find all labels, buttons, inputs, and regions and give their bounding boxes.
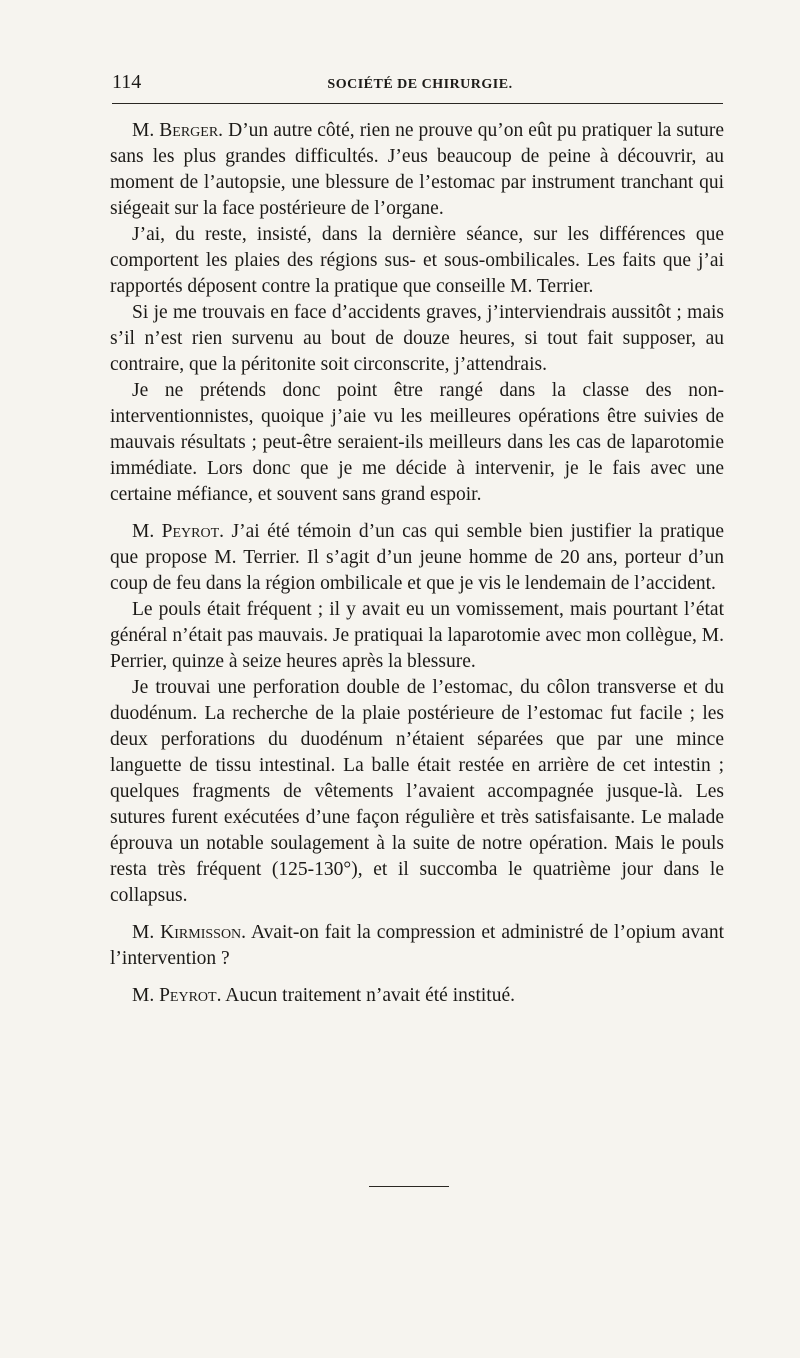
section-end-rule [369, 1186, 449, 1187]
paragraph-text: Avait-on fait la compression et administré de l’opium avant l’intervention ? [110, 922, 724, 969]
paragraph-text: D’un autre côté, rien ne prouve qu’on eût pu pratiquer la suture sans les plus grandes difficultés. J’eus beaucoup de peine à découvrir, au moment de l’autopsie, une blessure de l’estomac par instrument tranchant qui siégeait sur la face postérieure de l’organe. [110, 120, 724, 219]
body-text [110, 118, 724, 1009]
paragraph-text: Je trouvai une perforation double de l’estomac, du côlon transverse et du duodénum. La recherche de la plaie postérieure de l’estomac fut facile ; les deux perforations du duodénum n’étaient séparées que par une mince languette de tissu intestinal. La balle était restée en arrière de cet intestin ; quelques fragments de vêtements l’avaient accompagnée jusque-là. Les sutures furent exécutées d’une façon régulière et très satisfaisante. Le malade éprouva un notable soulagement à la suite de notre opération. Mais le pouls resta très fréquent (125-130°), et il succomba le quatrième jour dans le collapsus. [110, 677, 724, 906]
paragraph-peyrot-2 [110, 597, 724, 675]
paragraph-berger-2 [110, 222, 724, 300]
running-title: SOCIÉTÉ DE CHIRURGIE. [327, 77, 513, 92]
speaker-name: M. Berger. [132, 120, 224, 141]
paragraph-text: J’ai été témoin d’un cas qui semble bien justifier la pratique que propose M. Terrier. Il s’agit d’un jeune homme de 20 ans, porteur d’un coup de feu dans la région ombilicale et que je vis le lendemain de l’accident. [110, 521, 724, 594]
paragraph-text: J’ai, du reste, insisté, dans la dernière séance, sur les différences que comportent les plaies des régions sus- et sous-ombilicales. Les faits que j’ai rapportés déposent contre la pratique que conseille M. Terrier. [110, 224, 724, 297]
page-number: 114 [112, 71, 142, 93]
paragraph-berger-3 [110, 300, 724, 378]
paragraph-text: Si je me trouvais en face d’accidents graves, j’interviendrais aussitôt ; mais s’il n’est rien survenu au bout de douze heures, si tout fait supposer, au contraire, que la péritonite soit circonscrite, j’attendrais. [110, 302, 724, 375]
paragraph-text: Aucun traitement n’avait été institué. [225, 985, 515, 1006]
paragraph-text: Le pouls était fréquent ; il y avait eu un vomissement, mais pourtant l’état général n’était pas mauvais. Je pratiquai la laparotomie avec mon collègue, M. Perrier, quinze à seize heures après la blessure. [110, 599, 724, 672]
speaker-name: M. Kirmisson. [132, 922, 247, 943]
paragraph-text: Je ne prétends donc point être rangé dans la classe des non-interventionnistes, quoique j’aie vu les meilleures opérations être suivies de mauvais résultats ; peut-être seraient-ils meilleurs dans les cas de laparotomie immédiate. Lors donc que je me décide à intervenir, je le fais avec une certaine méfiance, et souvent sans grand espoir. [110, 380, 724, 505]
header-rule [112, 103, 723, 104]
paragraph-peyrot-3 [110, 675, 724, 909]
speaker-name: M. Peyrot. [132, 521, 225, 542]
paragraph-peyrot-4 [110, 983, 724, 1009]
speaker-name: M. Peyrot. [132, 985, 222, 1006]
paragraph-berger-1 [110, 118, 724, 222]
paragraph-peyrot-1 [110, 519, 724, 597]
paragraph-kirmisson [110, 920, 724, 972]
paragraph-berger-4 [110, 378, 724, 508]
